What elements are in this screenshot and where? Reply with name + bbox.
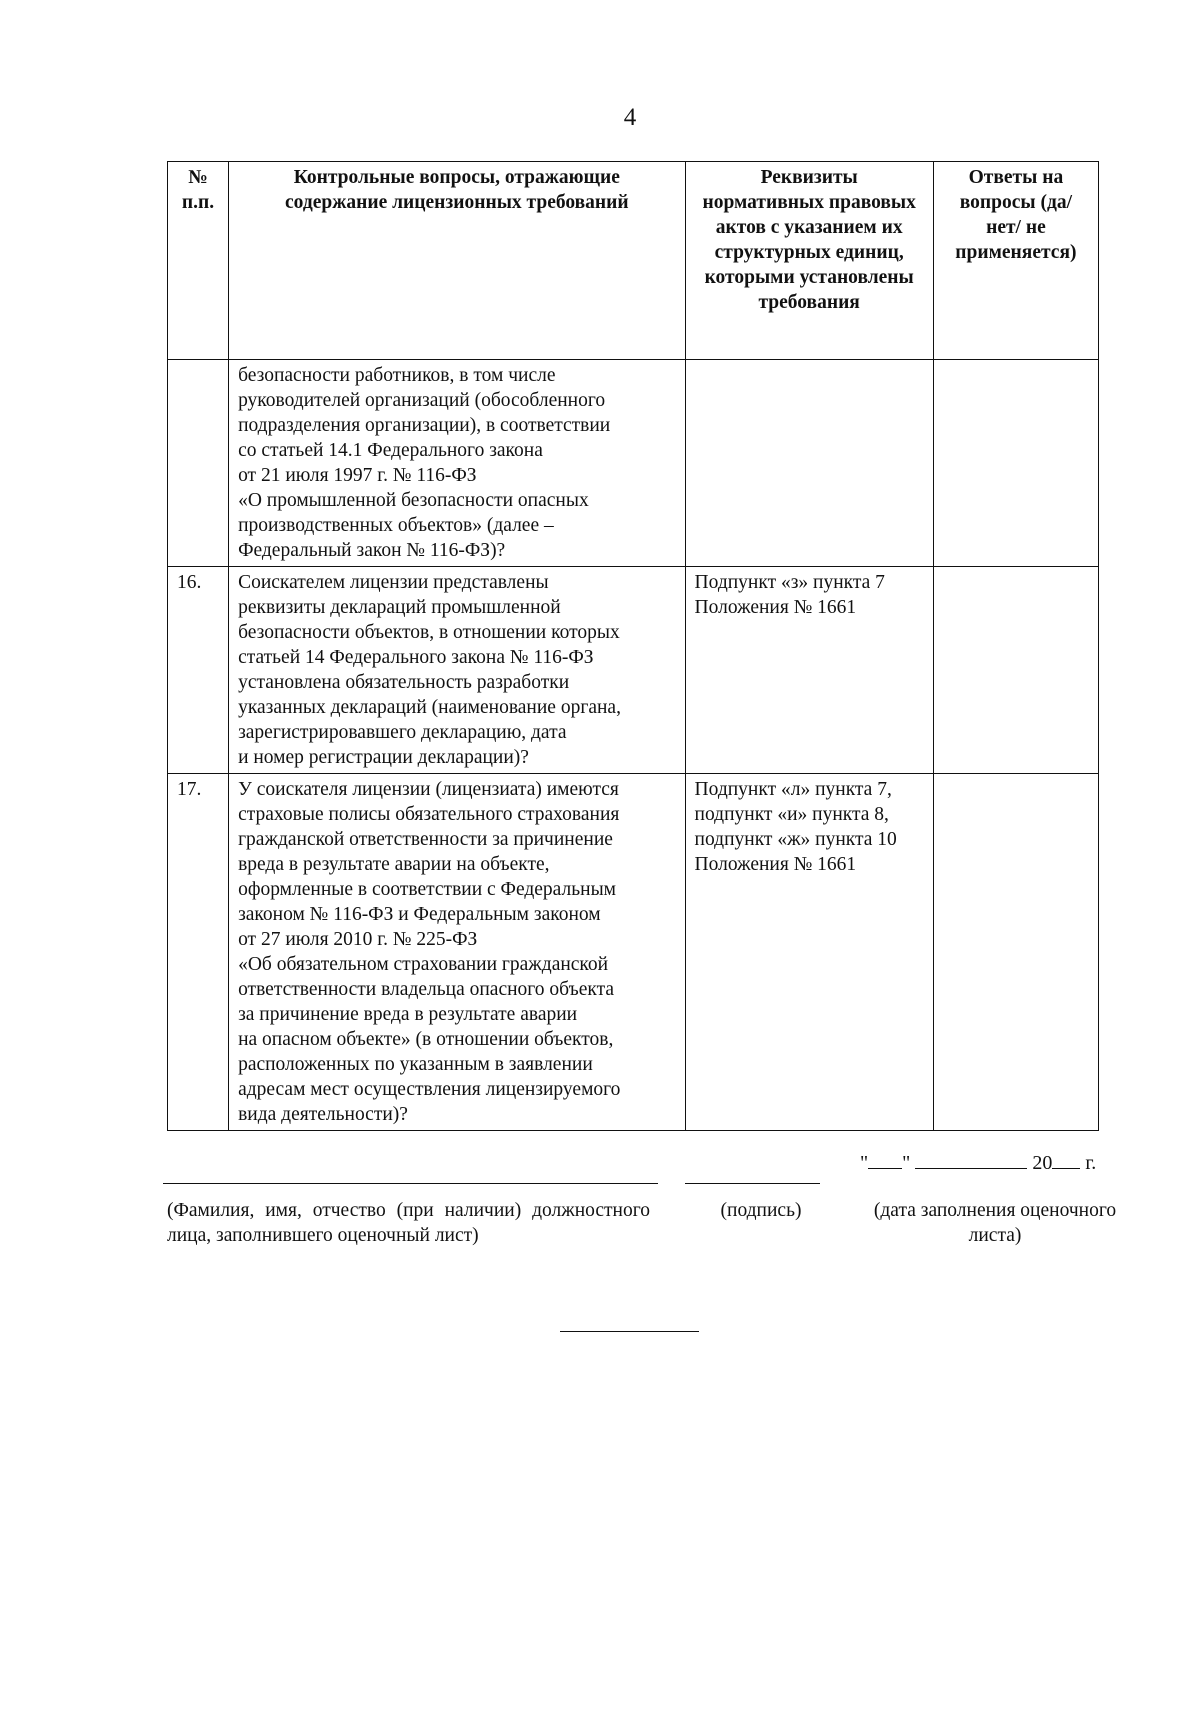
- header-answers: Ответы на вопросы (да/нет/ не применяется): [933, 162, 1098, 360]
- date-year-suffix: г.: [1085, 1152, 1097, 1174]
- signature-line: [685, 1183, 820, 1184]
- row-question: безопасности работников, в том числе руководителей организаций (обособленного подразделения организации), в соответствии со статьей 14.1 Федерального закона от 21 июля 1997 г. № 116-ФЗ «О промышленной безопасности опасных производственных объектов» (далее – Федеральный закон № 116-ФЗ)?: [229, 360, 685, 567]
- date-quote-close: ": [902, 1152, 911, 1174]
- row-question: Соискателем лицензии представлены реквизиты деклараций промышленной безопасности объектов, в отношении которых статьей 14 Федерального закона № 116-ФЗ установлена обязательность разработки указанных деклараций (наименование органа, зарегистрировавшего декларацию, дата и номер регистрации декларации)?: [229, 567, 685, 774]
- day-blank: [868, 1148, 902, 1169]
- month-blank: [915, 1148, 1027, 1169]
- caption-name: (Фамилия, имя, отчество (при наличии) должностного лица, заполнившего оценочный лист): [167, 1200, 650, 1246]
- row-number: 16.: [168, 567, 229, 774]
- table-row: [168, 567, 1099, 774]
- caption-signature: (подпись): [720, 1200, 802, 1221]
- checklist-table: [167, 161, 1099, 1131]
- date-quote-open: ": [860, 1152, 869, 1174]
- caption-date: (дата заполнения оценочного листа): [873, 1200, 1117, 1246]
- row-requisites: [685, 360, 933, 567]
- row-question: У соискателя лицензии (лицензиата) имеются страховые полисы обязательного страхования гражданской ответственности за причинение вреда в результате аварии на объекте, оформленные в соответствии с Федеральным законом № 116-ФЗ и Федеральным законом от 27 июля 2010 г. № 225-ФЗ «Об обязательном страховании гражданской ответственности владельца опасного объекта за причинение вреда в результате аварии на опасном объекте» (в отношении объектов, расположенных по указанным в заявлении адресам мест осуществления лицензируемого вида деятельности)?: [229, 774, 685, 1131]
- row-requisites: Подпункт «л» пункта 7, подпункт «и» пункта 8, подпункт «ж» пункта 10 Положения № 1661: [685, 774, 933, 1131]
- page-number: 4: [623, 104, 637, 131]
- row-requisites: Подпункт «з» пункта 7 Положения № 1661: [685, 567, 933, 774]
- year-blank: [1052, 1148, 1080, 1169]
- row-answer: [933, 567, 1098, 774]
- row-answer: [933, 774, 1098, 1131]
- table-header-row: [168, 162, 1099, 360]
- table-row: [168, 774, 1099, 1131]
- header-requisites: Реквизиты нормативных правовых актов с указанием их структурных единиц, которыми установлены требования: [685, 162, 933, 360]
- date-year-prefix: 20: [1032, 1152, 1053, 1174]
- date-fill-line: [860, 1148, 1096, 1175]
- header-questions: Контрольные вопросы, отражающие содержание лицензионных требований: [229, 162, 685, 360]
- end-rule: [560, 1331, 699, 1332]
- row-number: 17.: [168, 774, 229, 1131]
- header-number: № п.п.: [168, 162, 229, 360]
- table-row: [168, 360, 1099, 567]
- row-answer: [933, 360, 1098, 567]
- name-signature-line: [163, 1183, 658, 1184]
- row-number: [168, 360, 229, 567]
